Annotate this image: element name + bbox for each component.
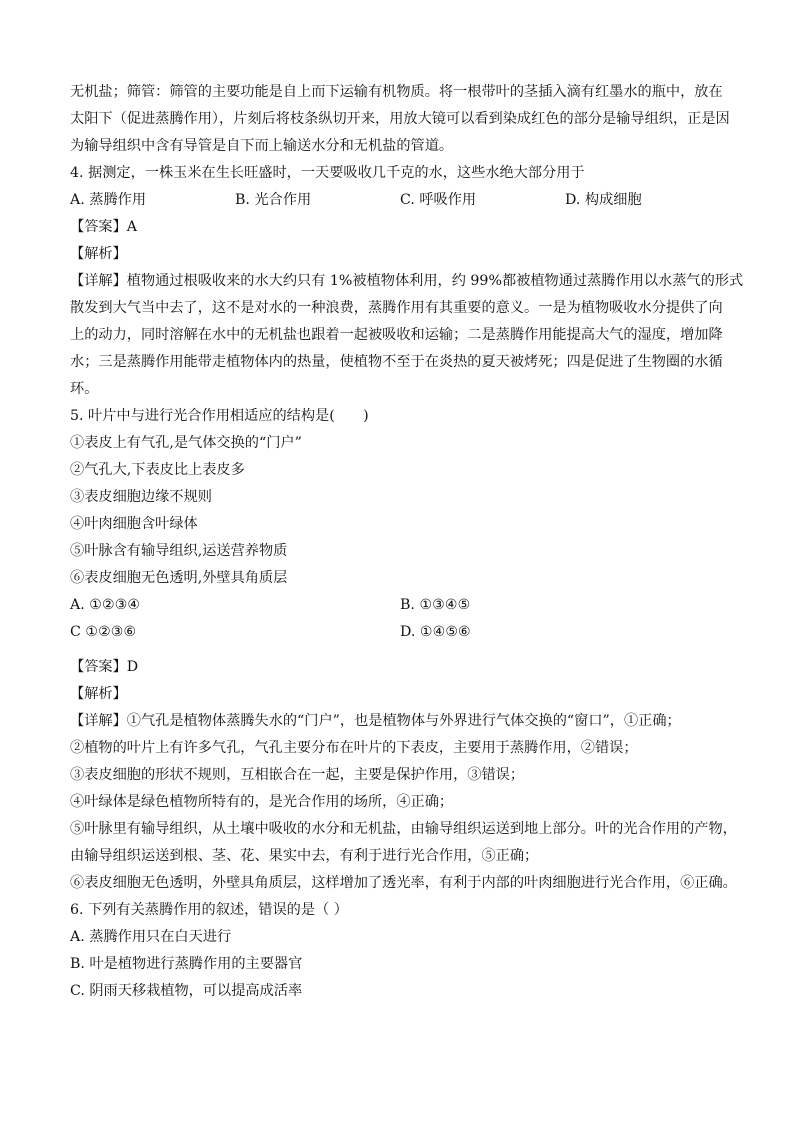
q5-item-4: ④叶肉细胞含叶绿体 [70,516,198,532]
q5-detail-line-1: 【详解】①气孔是植物体蒸腾失水的“门户”，也是植物体与外界进行气体交换的“窗口”，①正确； [70,713,681,729]
q6-option-b: B. 叶是植物进行蒸腾作用的主要器官 [70,956,303,972]
q5-stem: 5. 叶片中与进行光合作用相适应的结构是( ) [70,408,369,424]
q5-option-d: D. ①④⑤⑥ [400,624,471,640]
q4-stem: 4. 据测定，一株玉米在生长旺盛时，一天要吸收几千克的水，这些水绝大部分用于 [70,165,585,181]
q5-detail-line-6: 由输导组织运送到根、茎、花、果实中去，有利于进行光合作用，⑤正确； [70,848,539,864]
q5-options-row-1 [70,595,730,616]
q5-item-2: ②气孔大,下表皮比上表皮多 [70,462,245,478]
q5-answer: 【答案】D [70,659,139,675]
q4-analysis-label: 【解析】 [70,246,127,262]
intro-line-2: 太阳下（促进蒸腾作用），片刻后将枝条纵切开来，用放大镜可以看到染成红色的部分是输导组织，正是因 [70,111,730,127]
q4-detail-line-1: 【详解】植物通过根吸收来的水大约只有 1%被植物体利用，约 99%都被植物通过蒸腾作用以水蒸气的形式 [70,273,744,289]
intro-line-1: 无机盐；筛管：筛管的主要功能是自上而下运输有机物质。将一根带叶的茎插入滴有红墨水的瓶中，放在 [70,84,723,100]
q5-item-5: ⑤叶脉含有输导组织,运送营养物质 [70,543,288,559]
q5-options-row-2 [70,622,730,643]
q6-option-a: A. 蒸腾作用只在白天进行 [70,929,232,945]
q4-detail-line-4: 水；三是蒸腾作用能带走植物体内的热量，使植物不至于在炎热的夏天被烤死；四是促进了生物圈的水循 [70,354,723,370]
q4-option-d: D. 构成细胞 [565,192,642,208]
intro-line-3: 为输导组织中含有导管是自下而上输送水分和无机盐的管道。 [70,138,454,154]
q4-option-b: B. 光合作用 [235,192,312,208]
q5-item-6: ⑥表皮细胞无色透明,外壁具角质层 [70,570,288,586]
q4-detail-line-2: 散发到大气当中去了，这不是对水的一种浪费，蒸腾作用有其重要的意义。一是为植物吸收水分提供了向 [70,300,723,316]
q5-item-1: ①表皮上有气孔,是气体交换的“门户” [70,435,302,451]
q4-answer: 【答案】A [70,219,137,235]
q6-stem: 6. 下列有关蒸腾作用的叙述，错误的是（ ） [70,902,348,918]
q4-detail-line-5: 环。 [70,381,99,397]
q4-option-a: A. 蒸腾作用 [70,192,147,208]
q5-detail-line-4: ④叶绿体是绿色植物所特有的，是光合作用的场所，④正确； [70,794,454,810]
q5-detail-line-3: ③表皮细胞的形状不规则，互相嵌合在一起，主要是保护作用，③错误； [70,767,525,783]
q4-option-c: C. 呼吸作用 [400,192,477,208]
q5-option-b: B. ①③④⑤ [400,597,471,613]
q5-option-c: C ①②③⑥ [70,624,137,640]
q5-option-a: A. ①②③④ [70,597,141,613]
q5-detail-line-2: ②植物的叶片上有许多气孔，气孔主要分布在叶片的下表皮，主要用于蒸腾作用，②错误； [70,740,638,756]
q5-analysis-label: 【解析】 [70,686,127,702]
document-page [70,82,744,1008]
q4-detail-line-3: 上的动力，同时溶解在水中的无机盐也跟着一起被吸收和运输；二是蒸腾作用能提高大气的湿度，增加降 [70,327,723,343]
q5-item-3: ③表皮细胞边缘不规则 [70,489,212,505]
q5-detail-line-5: ⑤叶脉里有输导组织，从土壤中吸收的水分和无机盐，由输导组织运送到地上部分。叶的光合作用的产物， [70,821,737,837]
q6-option-c: C. 阴雨天移栽植物，可以提高成活率 [70,983,303,999]
q4-options [70,190,730,211]
q5-detail-line-7: ⑥表皮细胞无色透明，外壁具角质层，这样增加了透光率，有利于内部的叶肉细胞进行光合作用，⑥正确。 [70,875,737,891]
